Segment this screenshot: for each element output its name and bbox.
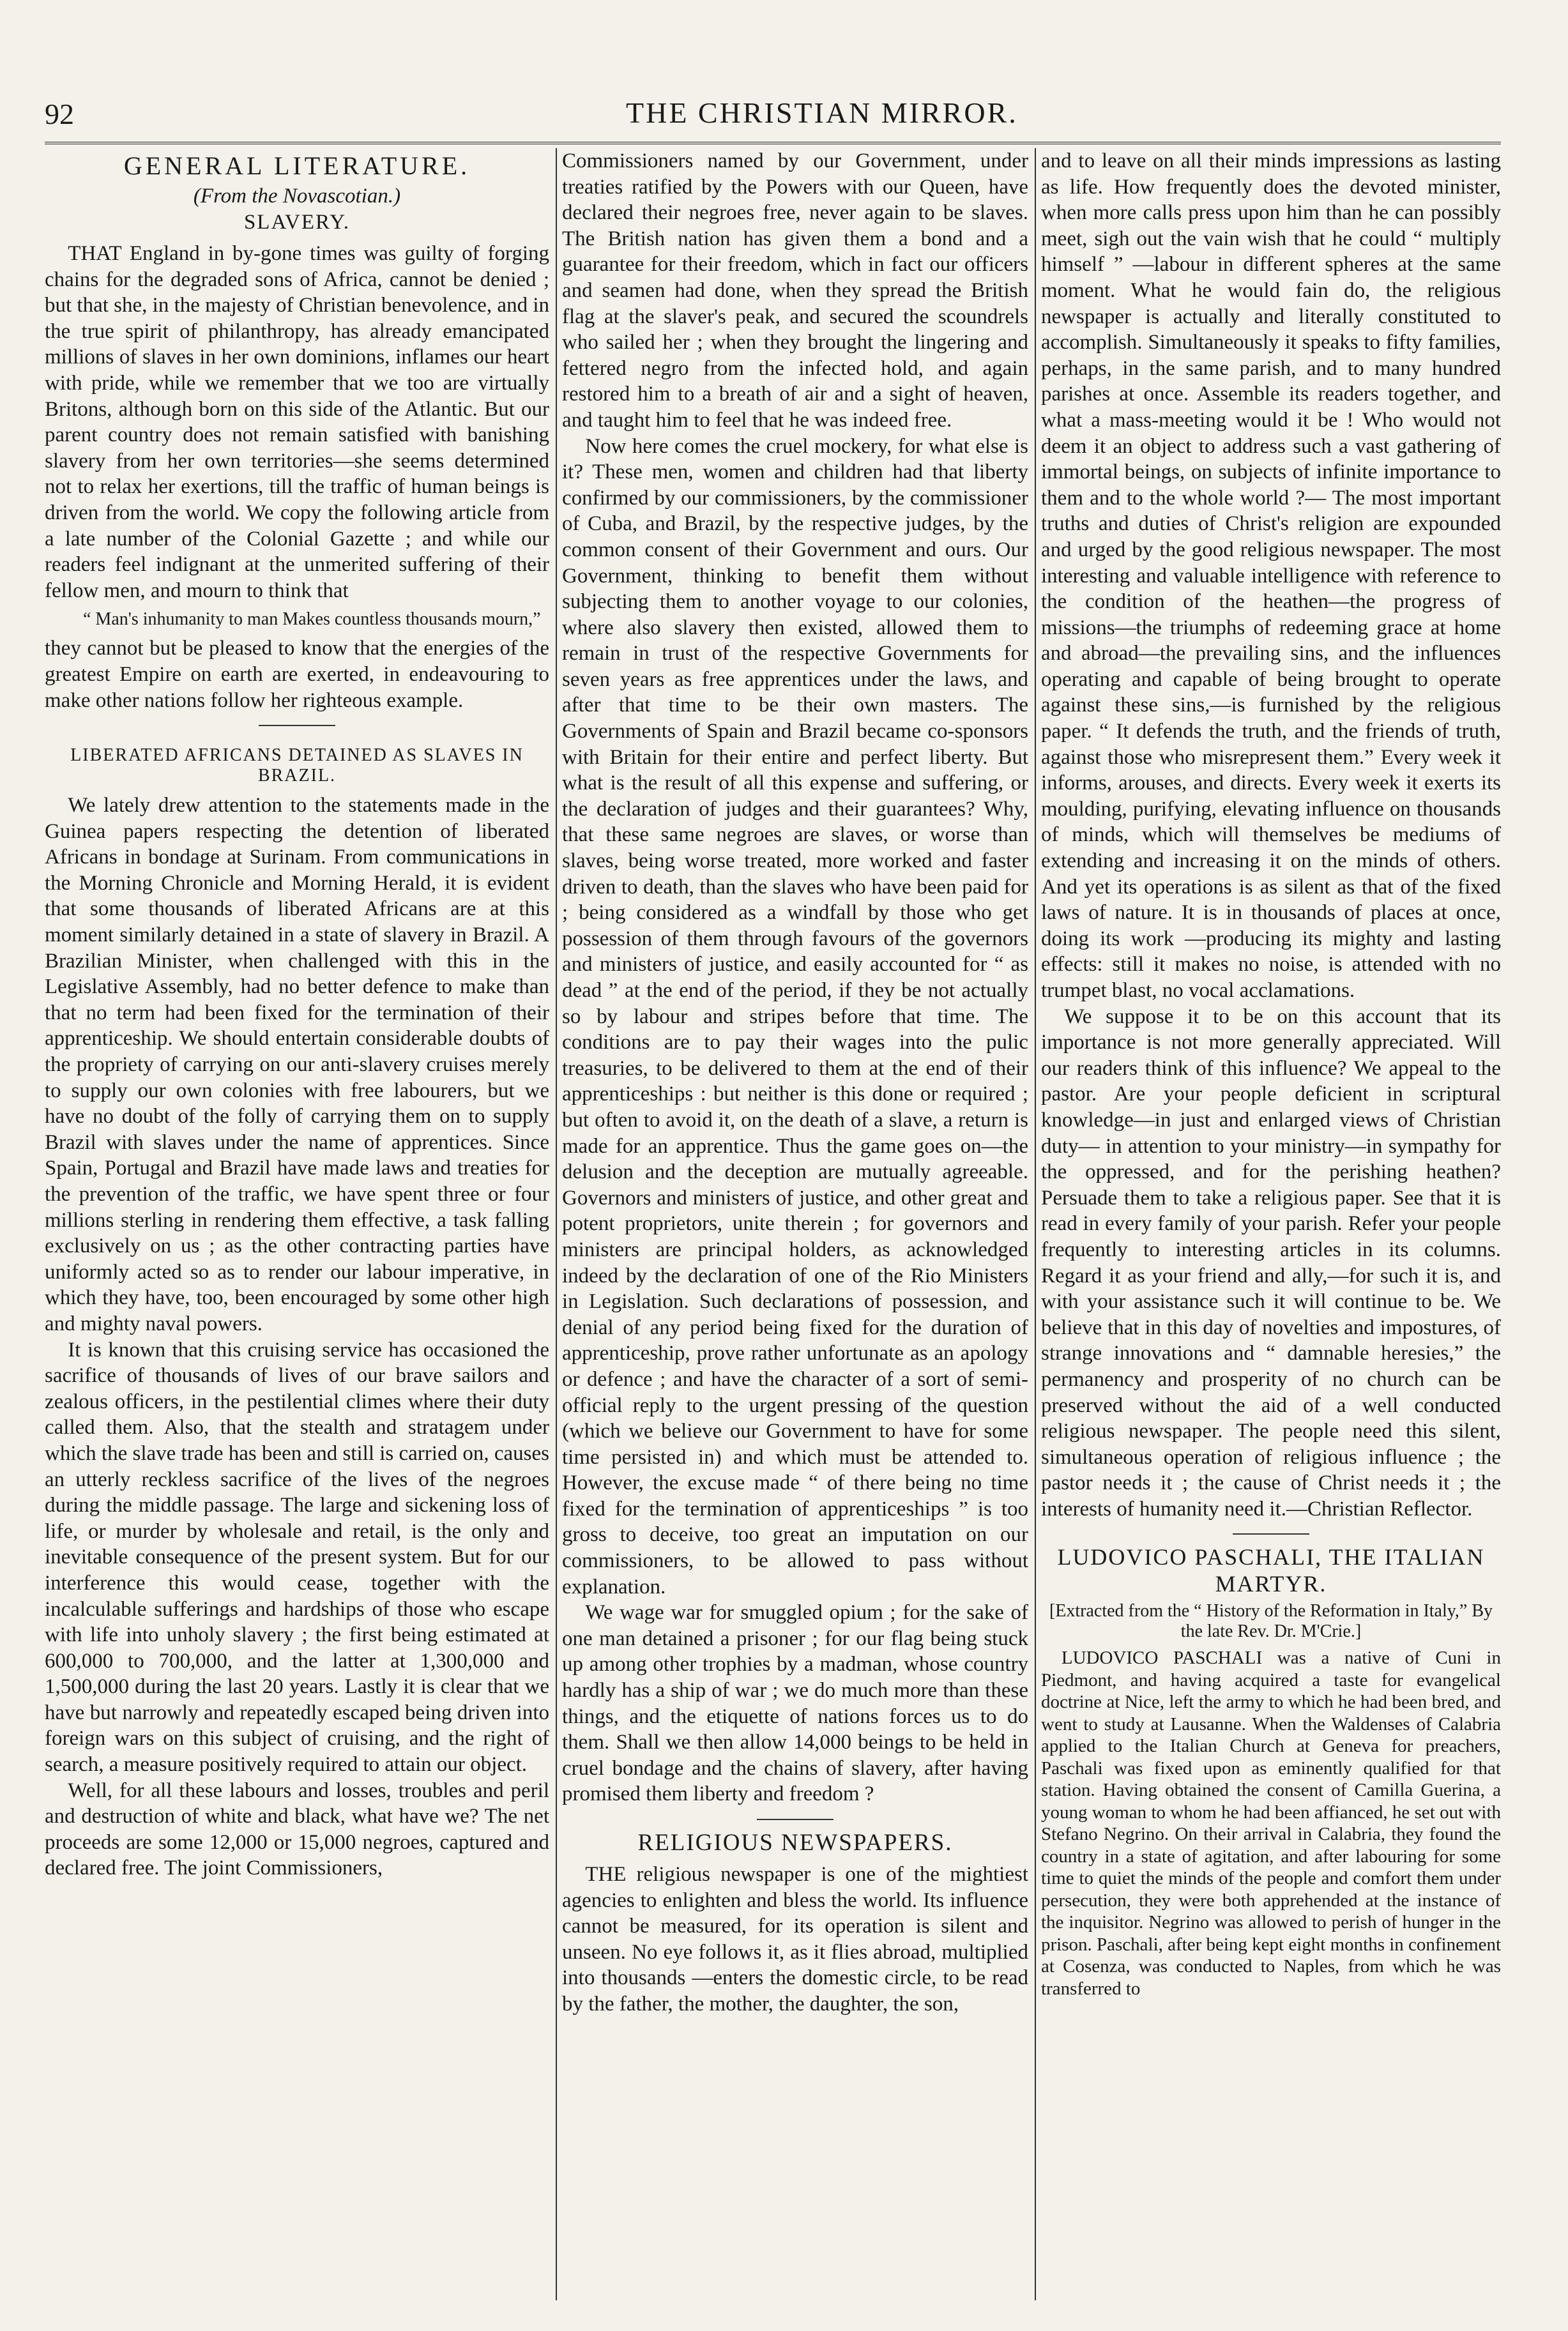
paragraph: We wage war for smuggled opium ; for the sake of one man detained a prisoner ; for our flag being stuck up among other trophies by a madman, whose country hardly has a ship of war ; we do much more than these things, and the etiquette of nations forces us to do them. Shall we then allow 14,000 beings to be held in cruel bondage and the chains of slavery, after having promised them liberty and freedom ? bbox=[562, 1601, 1028, 1806]
article-title: LIBERATED AFRICANS DETAINED AS SLAVES IN BRAZIL. bbox=[70, 745, 524, 786]
separator bbox=[757, 1819, 833, 1820]
paragraph: Commissioners named by our Government, under treaties ratified by the Powers with our Queen, have declared their negroes free, never again to be slaves. The British nation has given them a bond and a guarantee for their freedom, which in fact our officers and seamen had done, when they spread the British flag at the slaver's peak, and secured the scoundrels who sailed her ; when they brought the lingering and fettered negro from the infected hold, and again restored him to a breath of air and a sight of heaven, and taught him to feel that he was indeed free. bbox=[562, 149, 1028, 432]
paragraph: We lately drew attention to the statements made in the Guinea papers respecting the detention of liberated Africans in bondage at Surinam. From communications in the Morning Chronicle and Morning Herald, it is evident that some thousands of liberated Africans are at this moment similarly detained in a state of slavery in Brazil. A Brazilian Minister, when challenged with this in the Legislative Assembly, had no better defence to make than that no term had been fixed for the termination of their apprenticeship. We should entertain considerable doubts of the propriety of carrying on our anti-slavery cruises merely to supply our own colonies with free labourers, but we have no doubt of the folly of carrying them on to supply Brazil with slaves under the name of apprentices. Since Spain, Portugal and Brazil have made laws and treaties for the prevention of the traffic, we have spent three or four millions sterling in rendering them effective, a task falling exclusively on us ; as the other contracting parties have uniformly acted so as to render our labour imperative, in which they have, too, been encouraged by some other high and mighty naval powers. bbox=[45, 794, 549, 1335]
paragraph: THE religious newspaper is one of the mightiest agencies to enlighten and bless the world. Its influence cannot be measured, for its operation is silent and unseen. No eye follows it, as it flies abroad, multiplied into thousands —enters the domestic circle, to be read by the father, the mother, the daughter, the son, bbox=[562, 1863, 1028, 2016]
source-line: (From the Novascotian.) bbox=[193, 185, 401, 208]
separator bbox=[259, 725, 335, 726]
extract-note: [Extracted from the “ History of the Reformation in Italy,” By the late Rev. Dr. M'Crie.] bbox=[1049, 1601, 1493, 1642]
paragraph: We suppose it to be on this account that its importance is not more generally appreciated. Will our readers think of this influence? We appeal to the pastor. Are your people deficient in scriptural knowledge—in just and enlarged views of Christian duty— in attention to your ministry—in sympathy for the oppressed, and for the perishing heathen? Persuade them to take a religious paper. See that it is read in every family of your parish. Refer your people frequently to interesting articles in its columns. Regard it as your friend and ally,—for such it is, and with your assistance such it will continue to be. We believe that in this day of novelties and impostures, of strange innovations and “ damnable heresies,” the permanency and prosperity of no church can be preserved without the aid of a well conducted religious newspaper. The people need this silent, simultaneous operation of religious influence ; the pastor needs it ; the cause of Christ needs it ; the interests of humanity need it.—Christian Reflector. bbox=[1041, 1005, 1501, 1521]
column-divider bbox=[556, 148, 557, 2300]
article-title: SLAVERY. bbox=[243, 211, 351, 234]
column-2 bbox=[562, 148, 1028, 2300]
masthead: THE CHRISTIAN MIRROR. bbox=[626, 96, 1018, 129]
column-1 bbox=[45, 148, 549, 2300]
page-number: 92 bbox=[45, 98, 74, 130]
column-3 bbox=[1041, 148, 1501, 2300]
separator bbox=[1233, 1533, 1309, 1535]
header-rule bbox=[45, 142, 1501, 144]
paragraph: they cannot but be pleased to know that the energies of the greatest Empire on earth are exerted, in endeavouring to make other nations follow her righteous example. bbox=[45, 637, 549, 712]
paragraph: and to leave on all their minds impressions as lasting as life. How frequently does the devoted minister, when more calls press upon him than he can possibly meet, sigh out the vain wish that he could “ multiply himself ” —labour in different spheres at the same moment. What he would fain do, the religious newspaper is actually and literally constituted to accomplish. Simultaneously it speaks to fifty families, perhaps, in the same parish, and to many hundred parishes at once. Assemble its readers together, and what a mass-meeting would it be ! Who would not deem it an object to address such a vast gathering of immortal beings, on subjects of infinite importance to them and to the whole world ?— The most important truths and duties of Christ's religion are expounded and urged by the good religious newspaper. The most interesting and valuable intelligence with reference to the condition of the heathen—the progress of missions—the triumphs of redeeming grace at home and abroad—the prevailing sins, and the influences operating and capable of being brought to operate against these sins,—is furnished by the religious paper. “ It defends the truth, and the friends of truth, against those who misrepresent them.” Every week it informs, arouses, and directs. Every week it exerts its moulding, purifying, elevating influence on thousands of minds, which will themselves be mediums of extending and increasing it on the minds of others. And yet its operations is as silent as that of the fixed laws of nature. It is in thousands of places at once, doing its work —producing its mighty and lasting effects: still it makes no noise, is attended with no trumpet blast, no vocal acclamations. bbox=[1041, 149, 1501, 1002]
article-title: RELIGIOUS NEWSPAPERS. bbox=[637, 1830, 953, 1856]
column-divider bbox=[1035, 148, 1036, 2300]
paragraph: Well, for all these labours and losses, troubles and peril and destruction of white and black, what have we? The net proceeds are some 12,000 or 15,000 negroes, captured and declared free. The joint Commissioners, bbox=[45, 1779, 549, 1880]
paragraph: THAT England in by-gone times was guilty of forging chains for the degraded sons of Africa, cannot be denied ; but that she, in the majesty of Christian benevolence, and in the true spirit of philanthropy, has already emancipated millions of slaves in her own dominions, inflames our heart with pride, while we remember that we too are virtually Britons, although born on this side of the Atlantic. But our parent country does not remain satisfied with banishing slavery from her own territories—she seems determined not to relax her exertions, till the traffic of human beings is driven from the world. We copy the following article from a late number of the Colonial Gazette ; and while our readers feel indignant at the unmerited suffering of their fellow men, and mourn to think that bbox=[45, 242, 549, 602]
section-heading: GENERAL LITERATURE. bbox=[123, 151, 471, 180]
paragraph: LUDOVICO PASCHALI was a native of Cuni in Piedmont, and having acquired a taste for evangelical doctrine at Nice, left the army to which he had been bred, and went to study at Lausanne. When the Waldenses of Calabria applied to the Italian Church at Geneva for preachers, Paschali was fixed upon as eminently qualified for that station. Having obtained the consent of Camilla Guerina, a young woman to whom he had been affianced, he set out with Stefano Negrino. On their arrival in Calabria, they found the country in a state of agitation, and after labouring for some time to quiet the minds of the people and comfort them under persecution, they were both apprehended at the instance of the inquisitor. Negrino was allowed to perish of hunger in the prison. Paschali, after being kept eight months in confinement at Cosenza, was conducted to Naples, from which he was transferred to bbox=[1041, 1648, 1501, 1999]
paragraph: Now here comes the cruel mockery, for what else is it? These men, women and children had that liberty confirmed by our commissioners, by the commissioner of Cuba, and Brazil, by the respective judges, by the common consent of their Government and ours. Our Government, thinking to benefit them without subjecting them to another voyage to our colonies, where also slavery then existed, allowed them to remain in trust of the respective Governments for seven years as free apprentices under the laws, and after that time to be their own masters. The Governments of Spain and Brazil became co-sponsors with Britain for their entire and perfect liberty. But what is the result of all this expense and suffering, or the declaration of judges and their guarantees? Why, that these same negroes are slaves, or worse than slaves, being worse treated, more worked and faster driven to death, than the slaves who have been paid for ; being considered as a windfall by those who get possession of them through favours of the governors and ministers of justice, and easily accounted for “ as dead ” at the end of the period, if they be not actually so by labour and stripes before that time. The conditions are to pay their wages into the pulic treasuries, to be delivered to them at the end of their apprenticeships : but neither is this done or required ; but often to avoid it, on the death of a slave, a return is made for an apprentice. Thus the game goes on—the delusion and the deception are mutually agreeable. Governors and ministers of justice, and other great and potent proprietors, unite therein ; for governors and ministers are principal holders, as acknowledged indeed by the declaration of one of the Rio Ministers in Legislation. Such declarations of possession, and denial of any period being fixed for the duration of apprenticeship, prove rather unfortunate as an apology or defence ; and have the character of a sort of semi-official reply to the urgent pressing of the question (which we believe our Government to have for some time persisted in) and which must be attended to. However, the excuse made “ of there being no time fixed for the termination of apprenticeships ” is too gross to deceive, too great an imputation on our commissioners, to be allowed to pass without explanation. bbox=[562, 434, 1028, 1598]
verse-quote: “ Man's inhumanity to man Makes countless thousands mourn,” bbox=[83, 609, 541, 630]
article-title: LUDOVICO PASCHALI, THE ITALIAN MARTYR. bbox=[1057, 1544, 1485, 1597]
paragraph: It is known that this cruising service has occasioned the sacrifice of thousands of lives of our brave sailors and zealous officers, in the pestilential climes where their duty called them. Also, that the stealth and stratagem under which the slave trade has been and still is carried on, causes an utterly reckless sacrifice of the lives of the negroes during the middle passage. The large and sickening loss of life, or murder by wholesale and retail, is the only and inevitable consequence of the present system. But for our interference this would cease, together with the incalculable sufferings and hardships of those who escape with life into unholy slavery ; the first being estimated at 600,000 to 700,000, and the latter at 1,300,000 and 1,500,000 during the last 20 years. Lastly it is clear that we have but narrowly and repeatedly escaped being driven into foreign wars on this subject of cruising, and the right of search, a measure positively required to attain our object. bbox=[45, 1338, 549, 1777]
